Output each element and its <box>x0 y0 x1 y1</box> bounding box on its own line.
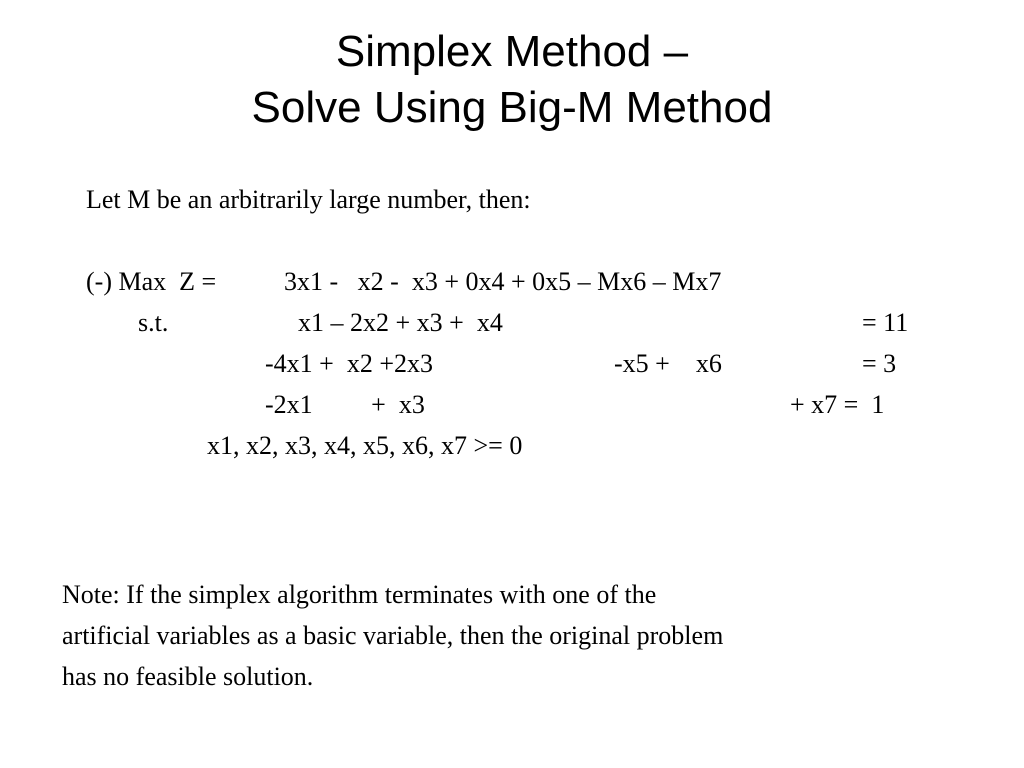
slide-title-line-1: Simplex Method – <box>335 27 689 76</box>
note-line-3: has no feasible solution. <box>62 662 314 691</box>
objective-prefix: (-) Max Z = <box>86 267 217 296</box>
objective-terms: 3x1 - x2 - x3 + 0x4 + 0x5 – Mx6 – Mx7 <box>284 267 722 296</box>
constraint-2-mid: -x5 + x6 <box>614 349 722 378</box>
intro-text: Let M be an arbitrarily large number, then: <box>86 185 531 214</box>
slide-title-line-2: Solve Using Big-M Method <box>251 83 773 132</box>
constraint-3-rhs: + x7 = 1 <box>790 390 885 419</box>
note-line-2: artificial variables as a basic variable, then the original problem <box>62 621 724 650</box>
slide-title <box>0 24 1024 136</box>
nonnegativity-constraint: x1, x2, x3, x4, x5, x6, x7 >= 0 <box>207 431 523 460</box>
constraint-1-lhs: x1 – 2x2 + x3 + x4 <box>298 308 503 337</box>
note-text <box>62 574 962 697</box>
constraint-2-rhs: = 3 <box>862 349 897 378</box>
constraint-3-lhs: -2x1 + x3 <box>265 390 425 419</box>
constraint-2-lhs: -4x1 + x2 +2x3 <box>265 349 433 378</box>
constraint-1-rhs: = 11 <box>862 308 909 337</box>
subject-to-label: s.t. <box>138 308 169 337</box>
note-line-1: Note: If the simplex algorithm terminates with one of the <box>62 580 657 609</box>
